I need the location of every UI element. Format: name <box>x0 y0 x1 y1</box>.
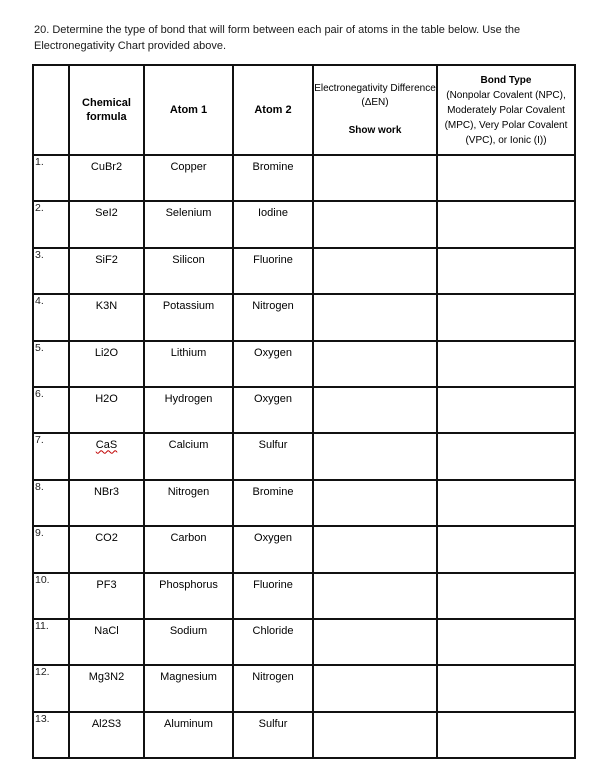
bond-type-answer-cell[interactable] <box>437 341 575 387</box>
table-row <box>33 573 575 619</box>
en-difference-answer-cell[interactable] <box>313 433 437 479</box>
table-row <box>33 155 575 201</box>
formula-text: CO2 <box>95 532 118 545</box>
bond-type-answer-cell[interactable] <box>437 248 575 294</box>
formula-cell <box>69 619 144 665</box>
en-difference-answer-cell[interactable] <box>313 341 437 387</box>
atom2-cell: Bromine <box>233 155 313 201</box>
row-number: 4. <box>33 294 69 340</box>
formula-cell <box>69 387 144 433</box>
show-work-label: Show work <box>348 125 402 136</box>
formula-text: CuBr2 <box>90 161 123 173</box>
formula-cell <box>69 294 144 340</box>
atom2-cell: Oxygen <box>233 526 313 572</box>
atom1-cell: Carbon <box>144 526 233 572</box>
formula-text: NBr3 <box>93 485 120 498</box>
row-number: 5. <box>33 341 69 387</box>
atom2-cell: Iodine <box>233 201 313 247</box>
formula-text: Mg3N2 <box>88 671 125 684</box>
table-row <box>33 712 575 758</box>
bond-type-description: (Nonpolar Covalent (NPC), Moderately Polar Covalent (MPC), Very Polar Covalent (VPC), or Ionic (I)) <box>444 89 568 146</box>
en-difference-answer-cell[interactable] <box>313 712 437 758</box>
row-number: 12. <box>33 665 69 711</box>
atom2-cell: Fluorine <box>233 573 313 619</box>
formula-text: Li2O <box>94 346 119 359</box>
formula-text: K3N <box>95 300 118 313</box>
formula-cell <box>69 155 144 201</box>
formula-text: SeI2 <box>95 207 118 220</box>
bond-type-title: Bond Type <box>480 74 532 86</box>
formula-cell <box>69 526 144 572</box>
bond-type-answer-cell[interactable] <box>437 665 575 711</box>
table-row <box>33 433 575 479</box>
formula-text: H2O <box>95 392 118 405</box>
formula-cell <box>69 201 144 247</box>
formula-text: CaS <box>95 439 118 452</box>
bond-type-answer-cell[interactable] <box>437 573 575 619</box>
bond-type-table <box>32 64 576 759</box>
formula-column-header: Chemical formula <box>69 65 144 155</box>
en-difference-answer-cell[interactable] <box>313 248 437 294</box>
table-row <box>33 248 575 294</box>
bond-type-answer-cell[interactable] <box>437 294 575 340</box>
row-number: 2. <box>33 201 69 247</box>
en-difference-answer-cell[interactable] <box>313 480 437 526</box>
formula-text: NaCl <box>94 624 119 637</box>
en-difference-answer-cell[interactable] <box>313 201 437 247</box>
number-column-header <box>33 65 69 155</box>
row-number: 3. <box>33 248 69 294</box>
en-difference-title: Electronegativity Difference (ΔEN) <box>314 83 436 108</box>
bond-type-answer-cell[interactable] <box>437 712 575 758</box>
en-difference-answer-cell[interactable] <box>313 619 437 665</box>
row-number: 9. <box>33 526 69 572</box>
en-difference-answer-cell[interactable] <box>313 155 437 201</box>
atom1-cell: Potassium <box>144 294 233 340</box>
atom1-cell: Nitrogen <box>144 480 233 526</box>
bond-type-answer-cell[interactable] <box>437 619 575 665</box>
bond-type-column-header <box>437 65 575 155</box>
en-difference-answer-cell[interactable] <box>313 294 437 340</box>
row-number: 6. <box>33 387 69 433</box>
bond-type-answer-cell[interactable] <box>437 480 575 526</box>
atom2-cell: Chloride <box>233 619 313 665</box>
atom2-cell: Oxygen <box>233 341 313 387</box>
bond-type-answer-cell[interactable] <box>437 155 575 201</box>
atom1-cell: Selenium <box>144 201 233 247</box>
atom1-cell: Silicon <box>144 248 233 294</box>
formula-cell <box>69 712 144 758</box>
atom2-cell: Nitrogen <box>233 665 313 711</box>
formula-text: PF3 <box>96 578 117 591</box>
question-instructions: 20. Determine the type of bond that will form between each pair of atoms in the table below. Use the Electronegativity Chart provided above. <box>34 24 521 52</box>
atom2-column-header: Atom 2 <box>233 65 313 155</box>
bond-type-answer-cell[interactable] <box>437 387 575 433</box>
atom1-cell: Phosphorus <box>144 573 233 619</box>
en-difference-answer-cell[interactable] <box>313 526 437 572</box>
bond-type-answer-cell[interactable] <box>437 526 575 572</box>
atom1-column-header: Atom 1 <box>144 65 233 155</box>
atom2-cell: Nitrogen <box>233 294 313 340</box>
atom1-cell: Copper <box>144 155 233 201</box>
bond-type-answer-cell[interactable] <box>437 201 575 247</box>
table-row <box>33 619 575 665</box>
formula-text: SiF2 <box>95 253 118 266</box>
row-number: 1. <box>33 155 69 201</box>
formula-text: Al2S3 <box>91 717 122 730</box>
table-row <box>33 387 575 433</box>
formula-cell <box>69 433 144 479</box>
table-row <box>33 480 575 526</box>
row-number: 10. <box>33 573 69 619</box>
formula-cell <box>69 248 144 294</box>
atom1-cell: Calcium <box>144 433 233 479</box>
table-row <box>33 201 575 247</box>
en-difference-answer-cell[interactable] <box>313 573 437 619</box>
en-difference-answer-cell[interactable] <box>313 387 437 433</box>
atom2-cell: Sulfur <box>233 433 313 479</box>
en-difference-column-header <box>313 65 437 155</box>
atom2-cell: Sulfur <box>233 712 313 758</box>
row-number: 11. <box>33 619 69 665</box>
row-number: 8. <box>33 480 69 526</box>
row-number: 7. <box>33 433 69 479</box>
atom1-cell: Magnesium <box>144 665 233 711</box>
atom1-cell: Lithium <box>144 341 233 387</box>
table-header-row <box>33 65 575 155</box>
atom2-cell: Fluorine <box>233 248 313 294</box>
formula-cell <box>69 573 144 619</box>
table-row <box>33 294 575 340</box>
atom2-cell: Oxygen <box>233 387 313 433</box>
formula-cell <box>69 480 144 526</box>
formula-cell <box>69 341 144 387</box>
table-row <box>33 665 575 711</box>
table-row <box>33 341 575 387</box>
atom1-cell: Hydrogen <box>144 387 233 433</box>
table-row <box>33 526 575 572</box>
atom1-cell: Aluminum <box>144 712 233 758</box>
atom2-cell: Bromine <box>233 480 313 526</box>
en-difference-answer-cell[interactable] <box>313 665 437 711</box>
formula-cell <box>69 665 144 711</box>
atom1-cell: Sodium <box>144 619 233 665</box>
row-number: 13. <box>33 712 69 758</box>
bond-type-answer-cell[interactable] <box>437 433 575 479</box>
